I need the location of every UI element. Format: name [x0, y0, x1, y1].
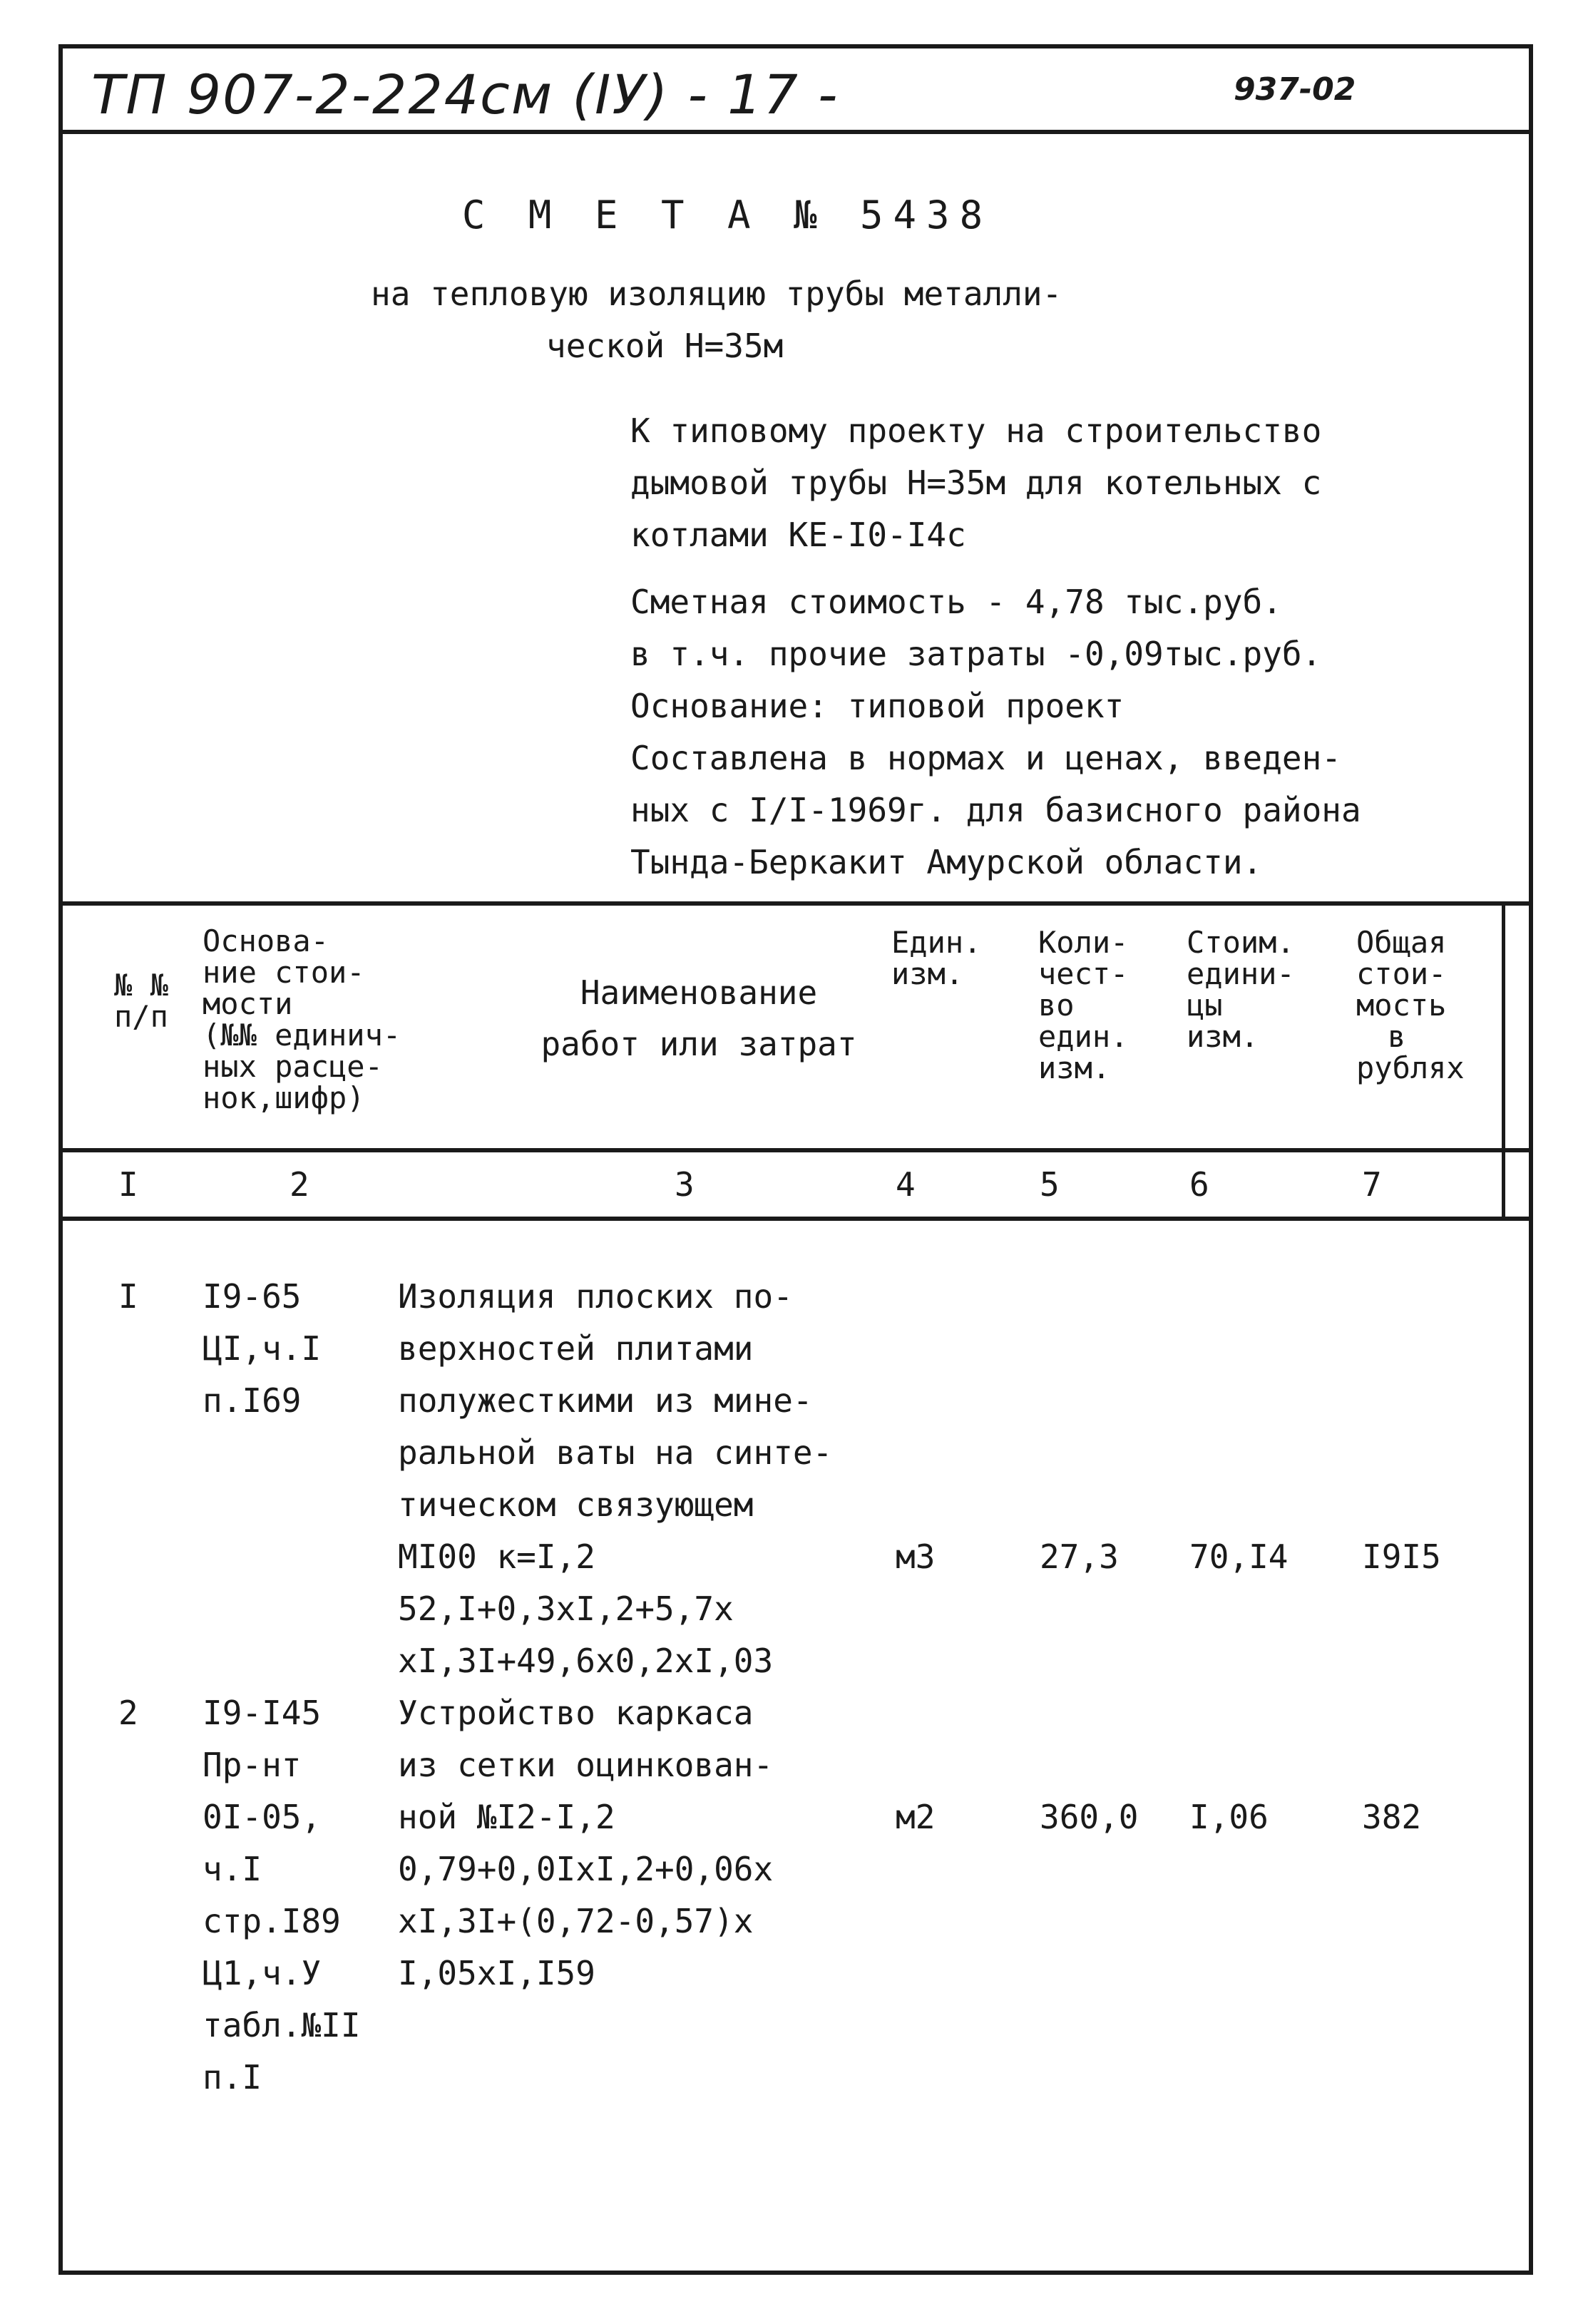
column-number: 7: [1362, 1165, 1382, 1204]
work-line: Устройство каркаса: [398, 1694, 754, 1732]
header-text: Общая: [1356, 925, 1447, 960]
header-text: № №: [114, 968, 168, 1003]
header-text: ных расце-: [203, 1049, 383, 1084]
document-code: ТП 907-2-224см (IУ) - 17 -: [91, 63, 839, 126]
basis-line: п.I69: [203, 1381, 302, 1420]
cost-line: ных с I/I-1969г. для базисного района: [630, 791, 1361, 829]
cost-line: Основание: типовой проект: [630, 687, 1125, 725]
header-col-unit-cost: [1187, 927, 1295, 1053]
project-line: дымовой трубы Н=35м для котельных с: [630, 464, 1322, 502]
header-text: работ или затрат: [541, 1025, 857, 1063]
header-text: Един.: [891, 925, 982, 960]
column-number: 4: [896, 1165, 916, 1204]
header-col-unit: [891, 927, 981, 990]
header-text: мость: [1356, 988, 1447, 1023]
cost-line: в т.ч. прочие затраты -0,09тыс.руб.: [630, 635, 1322, 673]
row-unit: м3: [896, 1537, 936, 1576]
basis-line: I9-65: [203, 1277, 302, 1316]
header-col-quantity: [1038, 927, 1128, 1084]
header-text: во: [1038, 988, 1075, 1023]
row-unit-cost: 70,I4: [1189, 1537, 1289, 1576]
header-col-total: [1356, 927, 1465, 1084]
header-text: изм.: [1187, 1019, 1259, 1054]
work-line: МI00 к=I,2: [398, 1537, 595, 1576]
work-line: ральной ваты на синте-: [398, 1433, 833, 1472]
project-line: К типовому проекту на строительство: [630, 411, 1322, 450]
work-line: I,05хI,I59: [398, 1954, 595, 1992]
header-text: Коли-: [1038, 925, 1129, 960]
row-total: I9I5: [1362, 1537, 1441, 1576]
header-text: стои-: [1356, 956, 1447, 991]
header-text: в: [1388, 1019, 1406, 1054]
row-unit: м2: [896, 1798, 936, 1836]
row-basis: [203, 1271, 321, 1427]
basis-line: ЦI,ч.I: [203, 1329, 322, 1368]
cost-summary: [630, 576, 1361, 889]
header-text: едини-: [1187, 956, 1295, 991]
cost-line: Тында-Беркакит Амурской области.: [630, 843, 1263, 881]
row-basis: [203, 1687, 361, 2104]
row-number: I: [118, 1277, 138, 1316]
basis-line: 0I-05,: [203, 1798, 322, 1836]
cost-line: Сметная стоимость - 4,78 тыс.руб.: [630, 583, 1282, 621]
column-number: I: [118, 1165, 138, 1204]
estimate-title: С М Е Т А № 5438: [461, 193, 993, 237]
header-col-name: [513, 967, 884, 1070]
header-text: Наименование: [580, 973, 818, 1012]
header-text: нок,шифр): [203, 1080, 365, 1115]
header-text: ние стои-: [203, 955, 365, 990]
table-header-rule: [58, 1148, 1533, 1152]
row-number: 2: [118, 1694, 138, 1732]
row-quantity: 27,3: [1040, 1537, 1119, 1576]
work-line: из сетки оцинкован-: [398, 1746, 774, 1784]
work-line: верхностей плитами: [398, 1329, 754, 1368]
estimate-subtitle-line: ческой Н=35м: [546, 327, 784, 365]
row-work-name: [398, 1271, 832, 1687]
header-text: цы: [1187, 988, 1223, 1023]
work-line: хI,3I+(0,72-0,57)х: [398, 1902, 754, 1940]
basis-line: табл.№II: [203, 2006, 361, 2044]
column-number: 6: [1189, 1165, 1209, 1204]
column-number: 2: [290, 1165, 309, 1204]
header-text: Основа-: [203, 923, 329, 958]
column-number: 3: [675, 1165, 695, 1204]
basis-line: стр.I89: [203, 1902, 341, 1940]
header-text: един.: [1038, 1019, 1129, 1054]
column-number-rule: [58, 1217, 1533, 1221]
work-line: тическом связующем: [398, 1485, 754, 1524]
project-line: котлами КЕ-I0-I4с: [630, 516, 966, 554]
column-number: 5: [1040, 1165, 1060, 1204]
header-right-rule: [1502, 901, 1505, 1219]
header-divider: [58, 130, 1533, 134]
work-line: ной №I2-I,2: [398, 1798, 615, 1836]
basis-line: Ц1,ч.У: [203, 1954, 322, 1992]
work-line: полужесткими из мине-: [398, 1381, 813, 1420]
row-quantity: 360,0: [1040, 1798, 1139, 1836]
header-text: чест-: [1038, 956, 1129, 991]
row-unit-cost: I,06: [1189, 1798, 1269, 1836]
row-work-name: [398, 1687, 773, 2000]
project-reference: [630, 405, 1321, 561]
header-text: рублях: [1356, 1050, 1465, 1085]
basis-line: Пр-нт: [203, 1746, 302, 1784]
header-text: мости: [203, 986, 293, 1021]
header-text: изм.: [1038, 1050, 1111, 1085]
work-line: 0,79+0,0IхI,2+0,06х: [398, 1850, 774, 1888]
work-line: 52,I+0,3хI,2+5,7х: [398, 1590, 734, 1628]
header-text: изм.: [891, 956, 964, 991]
cost-line: Составлена в нормах и ценах, введен-: [630, 739, 1341, 777]
sheet-number: 937-02: [1234, 71, 1356, 108]
basis-line: I9-I45: [203, 1694, 322, 1732]
work-line: хI,3I+49,6х0,2хI,03: [398, 1642, 774, 1680]
row-total: 382: [1362, 1798, 1422, 1836]
table-top-rule: [58, 901, 1533, 906]
header-text: Стоим.: [1187, 925, 1295, 960]
work-line: Изоляция плоских по-: [398, 1277, 793, 1316]
basis-line: п.I: [203, 2058, 262, 2097]
header-col-number: [114, 970, 168, 1033]
header-text: (№№ единич-: [203, 1018, 401, 1053]
header-col-basis: [203, 923, 401, 1115]
basis-line: ч.I: [203, 1850, 262, 1888]
estimate-subtitle-line: на тепловую изоляцию трубы металли-: [371, 275, 1062, 313]
header-text: п/п: [114, 999, 168, 1034]
